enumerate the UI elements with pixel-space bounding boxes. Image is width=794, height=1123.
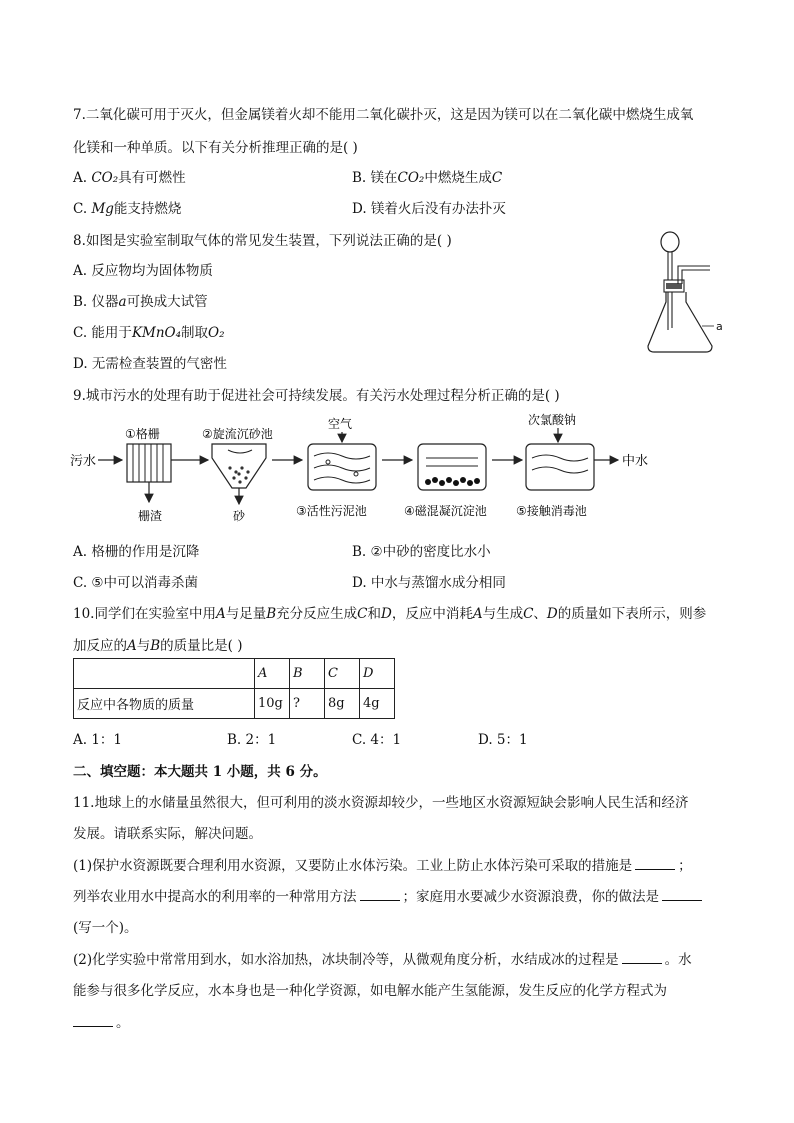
answer-blank[interactable] [662,888,702,901]
answer-blank[interactable] [360,888,400,901]
diagram-output-label: 中水 [622,454,649,469]
q10-option-b: B. 2：1 [227,732,277,748]
q11-part1-line3: (写一个)。 [73,920,138,936]
stage2-label: ②旋流沉砂池 [202,427,273,441]
q11-part2-line1: (2)化学实验中常常用到水，如水浴加热，冰块制冷等，从微观角度分析，水结成冰的过程是 。水 [73,952,692,968]
stage5-input-label: 次氯酸钠 [528,413,577,427]
q7-stem-line2: 化镁和一种单质。以下有关分析推理正确的是( ) [73,140,358,156]
q8-option-a: A. 反应物均为固体物质 [73,263,213,279]
table-header-cell: B [290,659,325,689]
answer-blank[interactable] [635,857,675,870]
grate-box [127,444,171,482]
table-header-row [74,659,395,689]
q11-part1-line1: (1)保护水资源既要合理利用水资源，又要防止水体污染。工业上防止水体污染可采取的措施是 ； [73,858,692,874]
q11-stem-line1: 11.地球上的水储量虽然很大，但可利用的淡水资源却较少，一些地区水资源短缺会影响人民生活和经济 [73,795,689,811]
q11-part2-line3: 。 [73,1011,130,1031]
table-cell: 10g [255,689,290,719]
q10-stem-line1: 10.同学们在实验室中用A与足量B充分反应生成C和D，反应中消耗A与生成C、D的质量如下表所示，则参 [73,606,707,622]
table-header-cell [74,659,255,689]
section-2-heading: 二、填空题：本大题共 1 小题，共 6 分。 [73,764,327,780]
q11-part1-line2: 列举农业用水中提高水的利用率的一种常用方法 ；家庭用水要减少水资源浪费，你的做法是 [73,885,705,905]
q9-option-d: D. 中水与蒸馏水成分相同 [352,575,506,591]
stage3-label: ③活性污泥池 [296,504,367,518]
q9-option-a: A. 格栅的作用是沉降 [73,544,200,560]
table-row-label: 反应中各物质的质量 [74,689,255,719]
stage5-label: ⑤接触消毒池 [516,504,587,518]
q9-stem: 9.城市污水的处理有助于促进社会可持续发展。有关污水处理过程分析正确的是( ) [73,388,560,404]
q9-option-b: B. ②中砂的密度比水小 [352,544,491,560]
q8-stem: 8.如图是实验室制取气体的常见发生装置，下列说法正确的是( ) [73,233,452,249]
q11-part2-line2: 能参与很多化学反应，水本身也是一种化学资源，如电解水能产生氢能源，发生反应的化学方程式为 [73,983,667,999]
stage1-output: 栅渣 [138,509,163,523]
q7-option-d: D. 镁着火后没有办法扑灭 [352,201,506,217]
flask-label-a: a [716,320,723,333]
q10-stem-line2: 加反应的A与B的质量比是( ) [73,638,243,654]
stage2-output: 砂 [233,509,246,523]
q7-option-a: A. CO₂具有可燃性 [73,170,186,186]
q10-option-d: D. 5：1 [478,732,528,748]
q8-option-c: C. 能用于KMnO₄制取O₂ [73,325,225,341]
answer-blank[interactable] [622,951,662,964]
table-cell: 8g [325,689,360,719]
stage4-label: ④磁混凝沉淀池 [404,504,487,518]
diagram-input-label: 污水 [70,454,97,469]
q10-option-c: C. 4：1 [352,732,402,748]
q11-stem-line2: 发展。请联系实际，解决问题。 [73,826,262,842]
q9-option-c: C. ⑤中可以消毒杀菌 [73,575,199,591]
q8-option-b: B. 仪器a可换成大试管 [73,294,208,310]
activated-sludge-box [308,444,376,490]
table-cell: ? [290,689,325,719]
flask-apparatus-figure [640,228,730,358]
table-header-cell: C [325,659,360,689]
q10-mass-table [73,658,395,719]
q7-option-c: C. Mg能支持燃烧 [73,201,182,217]
table-cell: 4g [360,689,395,719]
wastewater-process-diagram [70,410,670,528]
q7-option-b: B. 镁在CO₂中燃烧生成C [352,170,503,186]
stage1-label: ①格栅 [125,427,160,441]
q10-option-a: A. 1：1 [73,732,123,748]
q7-stem-line1: 7.二氧化碳可用于灭火，但金属镁着火却不能用二氧化碳扑灭，这是因为镁可以在二氧化碳中燃烧生成氧 [73,107,694,123]
table-header-cell: A [255,659,290,689]
table-header-cell: D [360,659,395,689]
answer-blank[interactable] [73,1014,113,1027]
q8-option-d: D. 无需检查装置的气密性 [73,356,227,372]
disinfection-box [526,444,594,490]
stage3-input-label: 空气 [328,417,353,431]
table-row [74,689,395,719]
